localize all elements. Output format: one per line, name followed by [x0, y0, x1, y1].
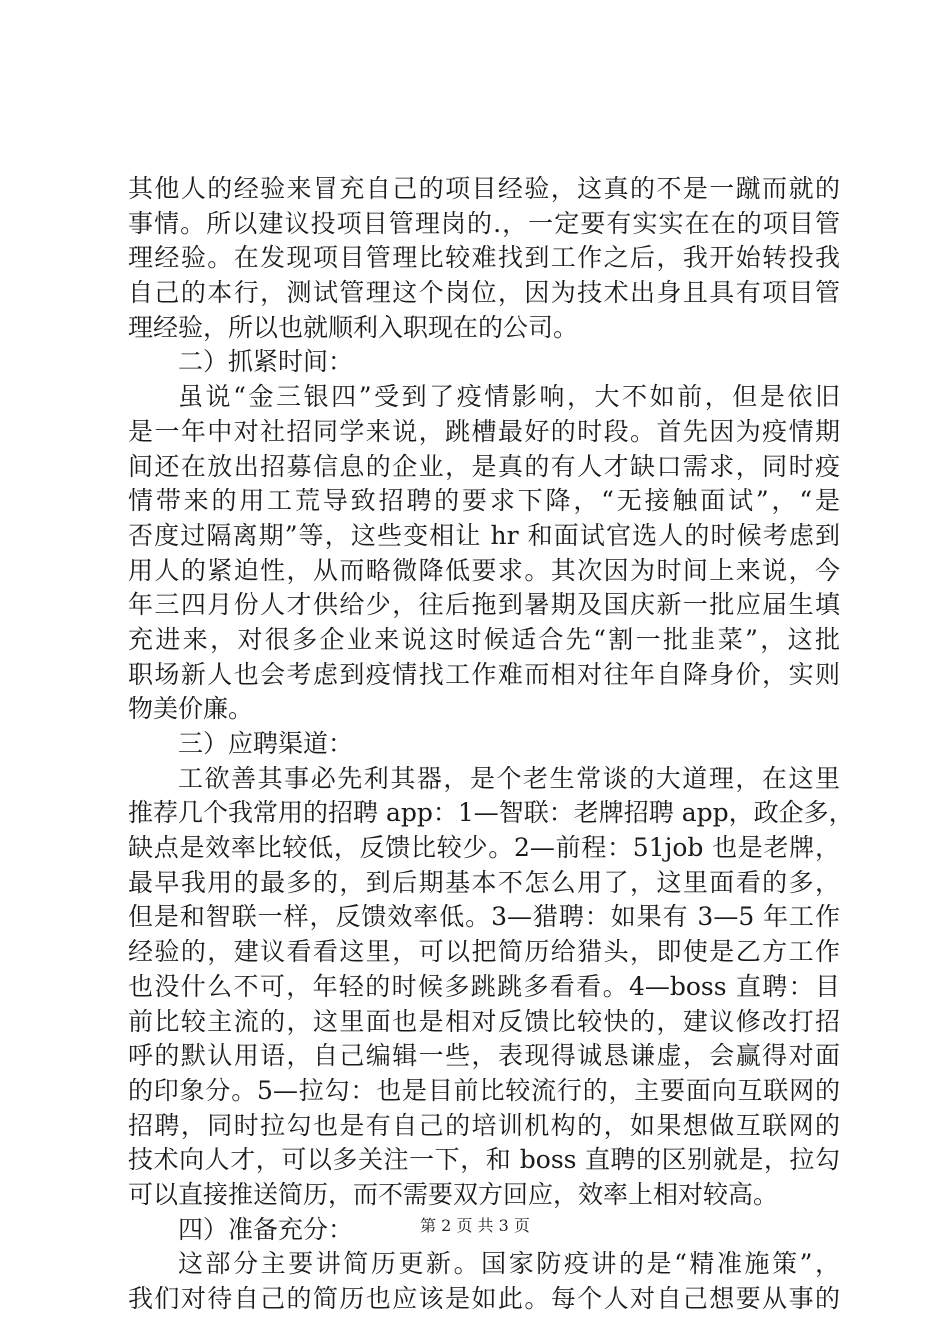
text-line: 职场新人也会考虑到疫情找工作难而相对往年自降身价，实则	[128, 659, 840, 689]
text-line: 也没什么不可，年轻的时候多跳跳多看看。4—boss 直聘：目	[128, 971, 840, 1001]
text-line: 理经验。在发现项目管理比较难找到工作之后，我开始转投我	[128, 243, 840, 273]
text-line: 工欲善其事必先利其器，是个老生常谈的大道理，在这里	[178, 763, 840, 793]
text-line: 自己的本行，测试管理这个岗位，因为技术出身且具有项目管	[128, 278, 840, 308]
text-line: 最早我用的最多的，到后期基本不怎么用了，这里面看的多，	[128, 867, 840, 897]
text-line: 招聘，同时拉勾也是有自己的培训机构的，如果想做互联网的	[128, 1110, 840, 1140]
text-line: 否度过隔离期”等，这些变相让 hr 和面试官选人的时候考虑到	[128, 520, 840, 550]
text-line: 缺点是效率比较低，反馈比较少。2—前程：51job 也是老牌，	[128, 833, 840, 863]
text-line: 的印象分。5—拉勾：也是目前比较流行的，主要面向互联网的	[128, 1075, 840, 1105]
document-body	[128, 172, 854, 1317]
text-line: 前比较主流的，这里面也是相对反馈比较快的，建议修改打招	[128, 1006, 840, 1036]
text-line: 推荐几个我常用的招聘 app：1—智联：老牌招聘 app，政企多，	[128, 798, 854, 828]
text-line: 是一年中对社招同学来说，跳槽最好的时段。首先因为疫情期	[128, 416, 840, 446]
text-line: 情带来的用工荒导致招聘的要求下降，“无接触面试”，“是	[128, 486, 840, 516]
text-line: 技术向人才，可以多关注一下，和 boss 直聘的区别就是，拉勾	[128, 1145, 840, 1175]
text-line: 理经验，所以也就顺利入职现在的公司。	[128, 312, 579, 342]
text-line: 其他人的经验来冒充自己的项目经验，这真的不是一蹴而就的	[128, 174, 840, 203]
text-line: 我们对待自己的简历也应该是如此。每个人对自己想要从事的	[128, 1284, 840, 1313]
text-line: 物美价廉。	[128, 694, 254, 724]
section-heading: 四）准备充分：	[178, 1214, 354, 1244]
text-line: 间还在放出招募信息的企业，是真的有人才缺口需求，同时疫	[128, 451, 840, 481]
section-heading: 二）抓紧时间：	[178, 347, 354, 377]
text-line: 虽说“金三银四”受到了疫情影响，大不如前，但是依旧	[178, 382, 840, 412]
text-line: 可以直接推送简历，而不需要双方回应，效率上相对较高。	[128, 1179, 779, 1209]
text-line: 这部分主要讲简历更新。国家防疫讲的是“精准施策”，	[178, 1249, 840, 1279]
text-line: 年三四月份人才供给少，往后拖到暑期及国庆新一批应届生填	[128, 590, 840, 620]
text-line: 事情。所以建议投项目管理岗的.，一定要有实实在在的项目管	[128, 208, 840, 238]
text-line: 呼的默认用语，自己编辑一些，表现得诚恳谦虚，会赢得对面	[128, 1041, 840, 1071]
text-line: 充进来，对很多企业来说这时候适合先“割一批韭菜”，这批	[128, 624, 840, 654]
text-line: 用人的紧迫性，从而略微降低要求。其次因为时间上来说，今	[128, 555, 840, 585]
text-line: 但是和智联一样，反馈效率低。3—猎聘：如果有 3—5 年工作	[128, 902, 840, 932]
text-line: 经验的，建议看看这里，可以把简历给猎头，即使是乙方工作	[128, 937, 840, 967]
page-footer: 第 2 页 共 3 页	[420, 1216, 530, 1235]
section-heading: 三）应聘渠道：	[178, 729, 354, 758]
